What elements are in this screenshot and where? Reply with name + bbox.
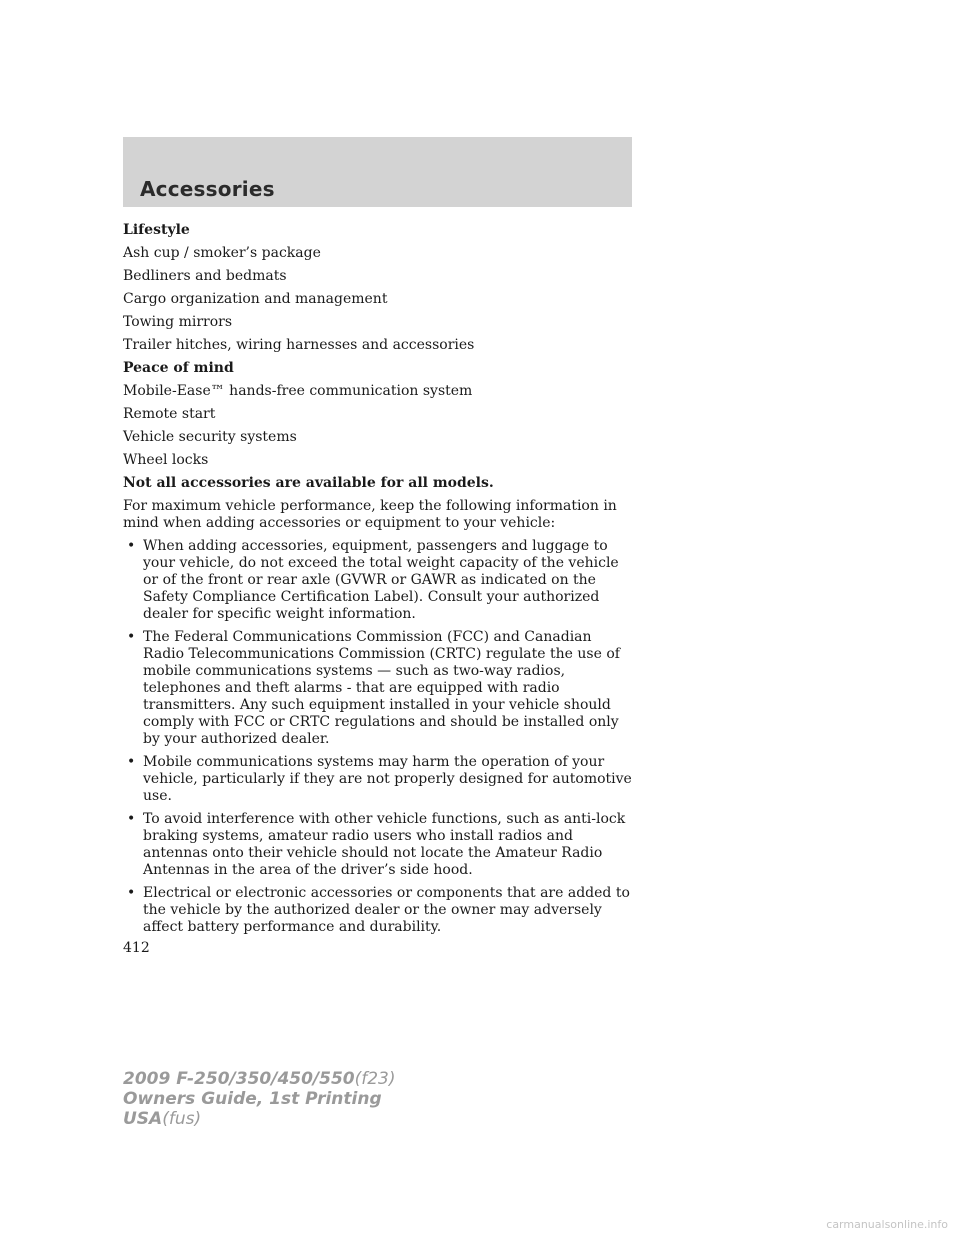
lifestyle-item: Bedliners and bedmats [123,268,287,284]
bullet-item [123,754,633,805]
footer-model: 2009 F-250/350/450/550 [123,1069,355,1089]
intro-paragraph: For maximum vehicle performance, keep the following information in mind when adding accessories or equipment to your vehicle: [123,498,617,531]
bullet-icon: • [127,538,136,554]
bullet-item [123,629,633,748]
footer-line-1 [123,1069,396,1089]
page-number: 412 [123,940,150,956]
footer-market: USA [123,1109,163,1129]
bullet-icon: • [127,811,136,827]
bullet-item [123,538,633,623]
peace-item: Wheel locks [123,452,209,468]
bullet-list [123,538,633,936]
bullet-text: Mobile communications systems may harm the operation of your vehicle, particularly if they are not properly designed for automotive use. [143,754,632,804]
lifestyle-heading: Lifestyle [123,222,190,238]
bullet-text: When adding accessories, equipment, passengers and luggage to your vehicle, do not exceed the total weight capacity of the vehicle or of the front or rear axle (GVWR or GAWR as indicated on the Safety Compliance Certification Label). Consult your authorized dealer for specific weight information. [143,538,619,622]
peace-item: Remote start [123,406,216,422]
section-header-band [123,137,632,207]
lifestyle-item: Towing mirrors [123,314,233,330]
peace-item: Mobile-Ease™ hands-free communication system [123,383,473,399]
lifestyle-item: Ash cup / smoker’s package [123,245,321,261]
lifestyle-item: Trailer hitches, wiring harnesses and accessories [123,337,475,353]
footer-line-3 [123,1109,396,1129]
watermark: carmanualsonline.info [826,1218,948,1231]
bullet-item [123,885,633,936]
bullet-icon: • [127,885,136,901]
footer-line-2: Owners Guide, 1st Printing [123,1089,382,1109]
footer-model-code: (f23) [354,1069,396,1089]
page-content [123,222,633,942]
print-footer [123,1069,396,1129]
bullet-text: To avoid interference with other vehicle functions, such as anti-lock braking systems, amateur radio users who install radios and antennas onto their vehicle should not locate the Amateur Radio Antennas in the area of the driver’s side hood. [143,811,626,878]
bullet-text: The Federal Communications Commission (FCC) and Canadian Radio Telecommunications Commission (CRTC) regulate the use of mobile communications systems — such as two-way radios, telephones and theft alarms - that are equipped with radio transmitters. Any such equipment installed in your vehicle should comply with FCC or CRTC regulations and should be installed only by your authorized dealer. [143,629,620,747]
footer-market-code: (fus) [162,1109,202,1129]
section-title: Accessories [140,177,275,201]
bullet-item [123,811,633,879]
lifestyle-item: Cargo organization and management [123,291,388,307]
peace-of-mind-heading: Peace of mind [123,360,234,376]
bullet-text: Electrical or electronic accessories or components that are added to the vehicle by the authorized dealer or the owner may adversely affect battery performance and durability. [143,885,630,935]
bullet-icon: • [127,629,136,645]
availability-note: Not all accessories are available for all models. [123,475,494,491]
peace-item: Vehicle security systems [123,429,297,445]
bullet-icon: • [127,754,136,770]
